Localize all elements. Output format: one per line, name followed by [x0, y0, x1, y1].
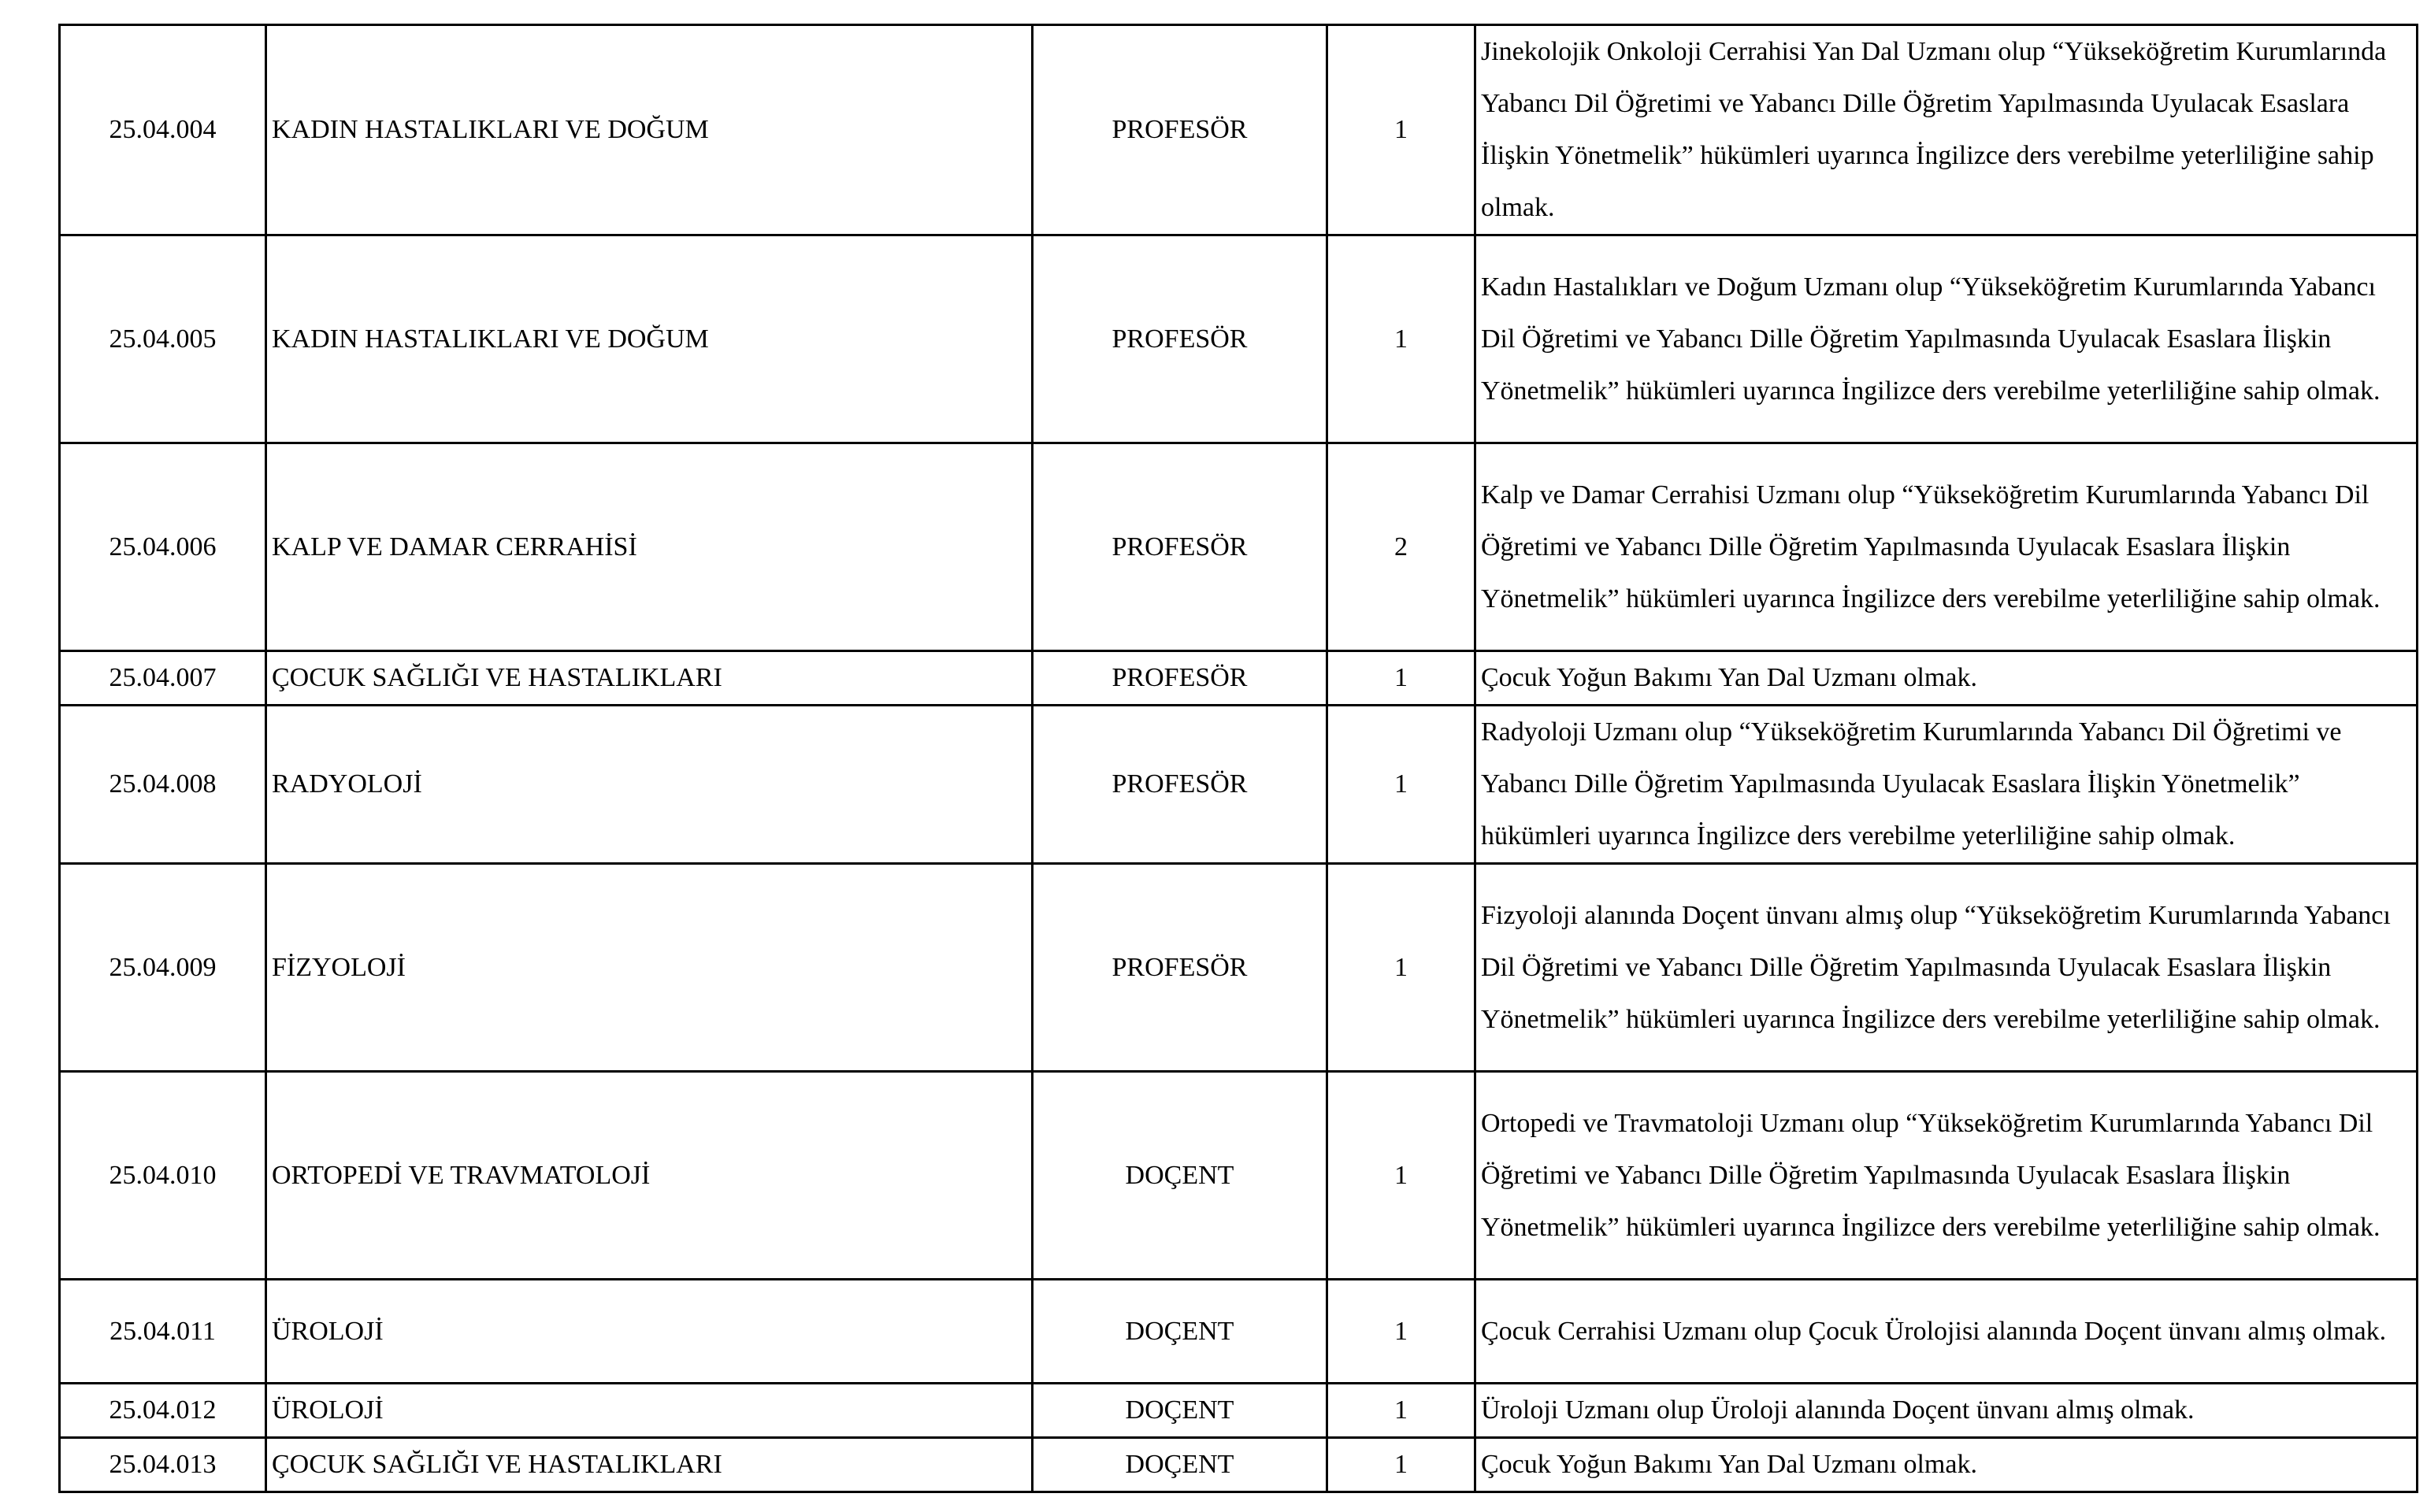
requirements-cell: Çocuk Yoğun Bakımı Yan Dal Uzmanı olmak.	[1475, 1438, 2418, 1492]
ilan-code-cell: 25.04.012	[60, 1384, 266, 1438]
table-row	[60, 25, 2418, 235]
requirements-cell: Kadın Hastalıkları ve Doğum Uzmanı olup “Yükseköğretim Kurumlarında Yabancı Dil Öğretimi ve Yabancı Dille Öğretim Yapılmasında Uyulacak Esaslara İlişkin Yönetmelik” hükümleri uyarınca İngilizce ders verebilme yeterliliğine sahip olmak.	[1475, 235, 2418, 443]
positions-table	[58, 24, 2418, 1493]
table-row	[60, 1280, 2418, 1384]
position-count-cell: 1	[1327, 1072, 1475, 1280]
ilan-code-cell: 25.04.010	[60, 1072, 266, 1280]
requirements-cell: Çocuk Yoğun Bakımı Yan Dal Uzmanı olmak.	[1475, 651, 2418, 706]
ilan-code-cell: 25.04.006	[60, 443, 266, 651]
ilan-code-cell: 25.04.011	[60, 1280, 266, 1384]
department-cell: ÜROLOJİ	[266, 1280, 1033, 1384]
department-cell: ORTOPEDİ VE TRAVMATOLOJİ	[266, 1072, 1033, 1280]
position-count-cell: 1	[1327, 1384, 1475, 1438]
academic-title-cell: DOÇENT	[1033, 1072, 1327, 1280]
ilan-code-cell: 25.04.013	[60, 1438, 266, 1492]
position-count-cell: 1	[1327, 1280, 1475, 1384]
table-row	[60, 235, 2418, 443]
ilan-code-cell: 25.04.005	[60, 235, 266, 443]
table-row	[60, 443, 2418, 651]
position-count-cell: 1	[1327, 706, 1475, 864]
department-cell: RADYOLOJİ	[266, 706, 1033, 864]
academic-title-cell: PROFESÖR	[1033, 443, 1327, 651]
position-count-cell: 2	[1327, 443, 1475, 651]
requirements-cell: Radyoloji Uzmanı olup “Yükseköğretim Kurumlarında Yabancı Dil Öğretimi ve Yabancı Dille Öğretim Yapılmasında Uyulacak Esaslara İlişkin Yönetmelik” hükümleri uyarınca İngilizce ders verebilme yeterliliğine sahip olmak.	[1475, 706, 2418, 864]
requirements-cell: Fizyoloji alanında Doçent ünvanı almış olup “Yükseköğretim Kurumlarında Yabancı Dil Öğretimi ve Yabancı Dille Öğretim Yapılmasında Uyulacak Esaslara İlişkin Yönetmelik” hükümleri uyarınca İngilizce ders verebilme yeterliliğine sahip olmak.	[1475, 864, 2418, 1072]
table-row	[60, 651, 2418, 706]
position-count-cell: 1	[1327, 1438, 1475, 1492]
academic-title-cell: PROFESÖR	[1033, 706, 1327, 864]
position-count-cell: 1	[1327, 651, 1475, 706]
department-cell: FİZYOLOJİ	[266, 864, 1033, 1072]
table-row	[60, 864, 2418, 1072]
academic-title-cell: DOÇENT	[1033, 1384, 1327, 1438]
department-cell: KADIN HASTALIKLARI VE DOĞUM	[266, 235, 1033, 443]
department-cell: ÇOCUK SAĞLIĞI VE HASTALIKLARI	[266, 651, 1033, 706]
academic-title-cell: PROFESÖR	[1033, 864, 1327, 1072]
academic-title-cell: PROFESÖR	[1033, 651, 1327, 706]
requirements-cell: Kalp ve Damar Cerrahisi Uzmanı olup “Yükseköğretim Kurumlarında Yabancı Dil Öğretimi ve Yabancı Dille Öğretim Yapılmasında Uyulacak Esaslara İlişkin Yönetmelik” hükümleri uyarınca İngilizce ders verebilme yeterliliğine sahip olmak.	[1475, 443, 2418, 651]
table-row	[60, 1384, 2418, 1438]
academic-title-cell: DOÇENT	[1033, 1438, 1327, 1492]
academic-title-cell: PROFESÖR	[1033, 235, 1327, 443]
position-count-cell: 1	[1327, 25, 1475, 235]
ilan-code-cell: 25.04.008	[60, 706, 266, 864]
position-count-cell: 1	[1327, 235, 1475, 443]
requirements-cell: Jinekolojik Onkoloji Cerrahisi Yan Dal Uzmanı olup “Yükseköğretim Kurumlarında Yabancı Dil Öğretimi ve Yabancı Dille Öğretim Yapılmasında Uyulacak Esaslara İlişkin Yönetmelik” hükümleri uyarınca İngilizce ders verebilme yeterliliğine sahip olmak.	[1475, 25, 2418, 235]
table-row	[60, 706, 2418, 864]
requirements-cell: Ortopedi ve Travmatoloji Uzmanı olup “Yükseköğretim Kurumlarında Yabancı Dil Öğretimi ve Yabancı Dille Öğretim Yapılmasında Uyulacak Esaslara İlişkin Yönetmelik” hükümleri uyarınca İngilizce ders verebilme yeterliliğine sahip olmak.	[1475, 1072, 2418, 1280]
department-cell: KALP VE DAMAR CERRAHİSİ	[266, 443, 1033, 651]
position-count-cell: 1	[1327, 864, 1475, 1072]
ilan-code-cell: 25.04.004	[60, 25, 266, 235]
requirements-cell: Üroloji Uzmanı olup Üroloji alanında Doçent ünvanı almış olmak.	[1475, 1384, 2418, 1438]
department-cell: ÜROLOJİ	[266, 1384, 1033, 1438]
ilan-code-cell: 25.04.009	[60, 864, 266, 1072]
requirements-cell: Çocuk Cerrahisi Uzmanı olup Çocuk Ürolojisi alanında Doçent ünvanı almış olmak.	[1475, 1280, 2418, 1384]
ilan-code-cell: 25.04.007	[60, 651, 266, 706]
academic-title-cell: DOÇENT	[1033, 1280, 1327, 1384]
table-row	[60, 1072, 2418, 1280]
table-row	[60, 1438, 2418, 1492]
department-cell: ÇOCUK SAĞLIĞI VE HASTALIKLARI	[266, 1438, 1033, 1492]
department-cell: KADIN HASTALIKLARI VE DOĞUM	[266, 25, 1033, 235]
academic-title-cell: PROFESÖR	[1033, 25, 1327, 235]
